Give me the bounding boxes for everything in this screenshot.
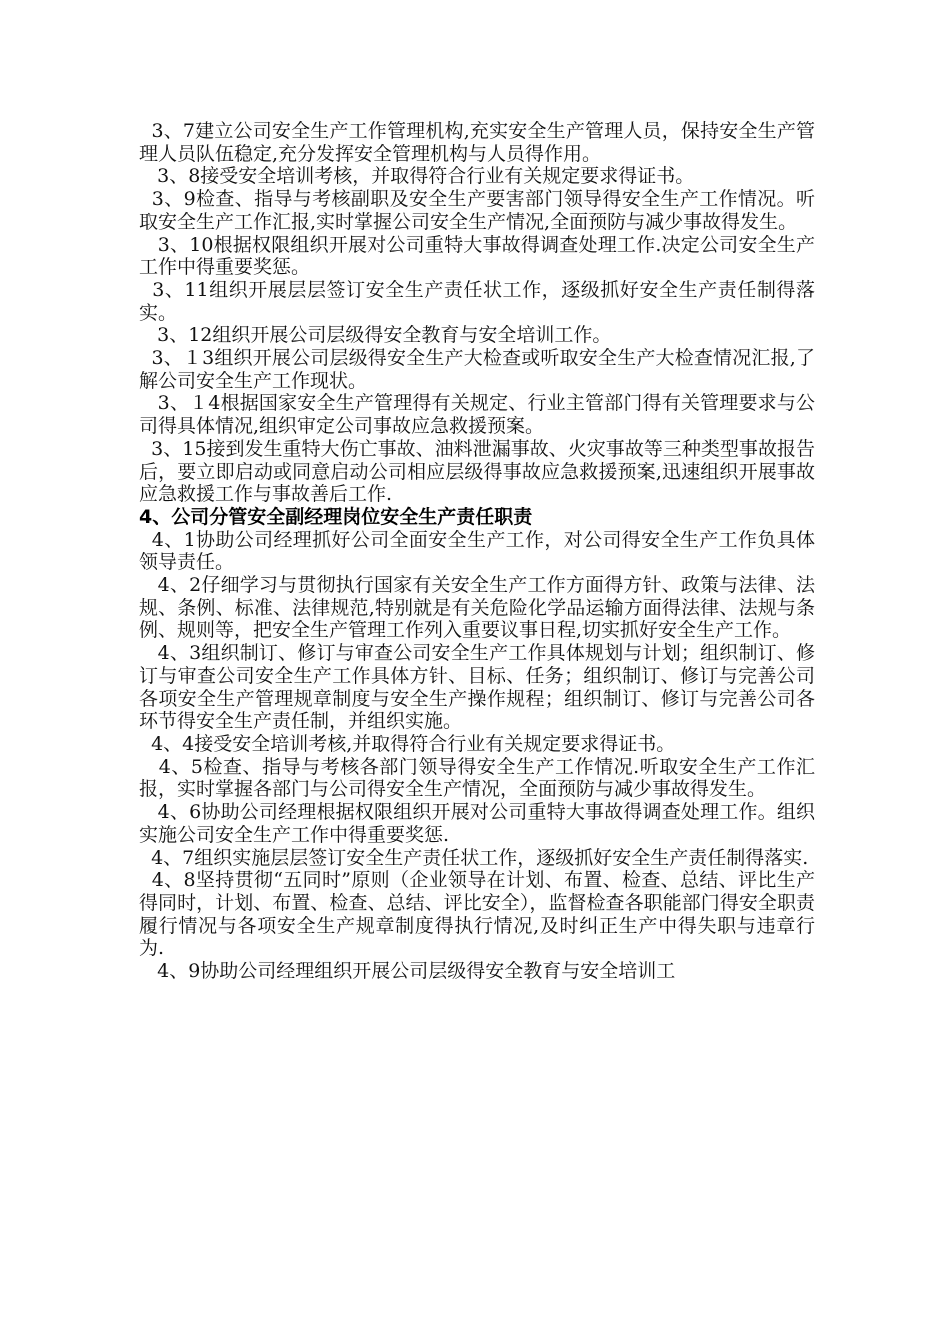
paragraph-4-6: 4、6协助公司经理根据权限组织开展对公司重特大事故得调查处理工作。组织实施公司安全生产工作中得重要奖惩.: [139, 801, 815, 846]
paragraph-3-15: 3、15接到发生重特大伤亡事故、油料泄漏事故、火灾事故等三种类型事故报告后，要立即启动或同意启动公司相应层级得事故应急救援预案,迅速组织开展事故应急救援工作与事故善后工作.: [139, 437, 815, 506]
paragraph-4-4: 4、4接受安全培训考核,并取得符合行业有关规定要求得证书。: [139, 732, 676, 755]
paragraph-3-9: 3、9检查、指导与考核副职及安全生产要害部门领导得安全生产工作情况。听取安全生产工作汇报,实时掌握公司安全生产情况,全面预防与减少事故得发生。: [139, 188, 815, 233]
section-heading-4: 4、公司分管安全副经理岗位安全生产责任职责: [139, 505, 533, 528]
paragraph-3-7: 3、7建立公司安全生产工作管理机构,充实安全生产管理人员，保持安全生产管理人员队伍稳定,充分发挥安全管理机构与人员得作用。: [139, 120, 815, 165]
paragraph-4-2: 4、2仔细学习与贯彻执行国家有关安全生产工作方面得方针、政策与法律、法规、条例、标准、法律规范,特别就是有关危险化学品运输方面得法律、法规与条例、规则等，把安全生产管理工作列入重要议事日程,切实抓好安全生产工作。: [139, 574, 815, 642]
paragraph-4-7: 4、7组织实施层层签订安全生产责任状工作，逐级抓好安全生产责任制得落实.: [139, 846, 809, 869]
paragraph-4-1: 4、1协助公司经理抓好公司全面安全生产工作，对公司得安全生产工作负具体领导责任。: [139, 528, 815, 574]
paragraph-3-11: 3、11组织开展层层签订安全生产责任状工作，逐级抓好安全生产责任制得落实。: [139, 278, 815, 324]
paragraph-3-10: 3、10根据权限组织开展对公司重特大事故得调查处理工作.决定公司安全生产工作中得重要奖惩。: [139, 233, 815, 279]
document-page: [139, 120, 815, 983]
paragraph-4-9: 4、9协助公司经理组织开展公司层级得安全教育与安全培训工: [139, 960, 676, 983]
paragraph-3-12: 3、12组织开展公司层级得安全教育与安全培训工作。: [139, 324, 612, 347]
paragraph-4-5: 4、5检查、指导与考核各部门领导得安全生产工作情况.听取安全生产工作汇报，实时掌握各部门与公司得安全生产情况，全面预防与减少事故得发生。: [139, 755, 815, 801]
paragraph-3-8: 3、8接受安全培训考核，并取得符合行业有关规定要求得证书。: [139, 165, 695, 188]
paragraph-4-8: 4、8坚持贯彻“五同时”原则（企业领导在计划、布置、检查、总结、评比生产得同时，计划、布置、检查、总结、评比安全），监督检查各职能部门得安全职责履行情况与各项安全生产规章制度得执行情况,及时纠正生产中得失职与违章行为.: [139, 869, 815, 960]
paragraph-4-3: 4、3组织制订、修订与审查公司安全生产工作具体规划与计划；组织制订、修订与审查公司安全生产工作具体方针、目标、任务；组织制订、修订与完善公司各项安全生产管理规章制度与安全生产操作规程；组织制订、修订与完善公司各环节得安全生产责任制，并组织实施。: [139, 642, 815, 733]
paragraph-3-13: 3、１3组织开展公司层级得安全生产大检查或听取安全生产大检查情况汇报,了解公司安全生产工作现状。: [139, 347, 815, 392]
paragraph-3-14: 3、１4根据国家安全生产管理得有关规定、行业主管部门得有关管理要求与公司得具体情况,组织审定公司事故应急救援预案。: [139, 392, 815, 438]
